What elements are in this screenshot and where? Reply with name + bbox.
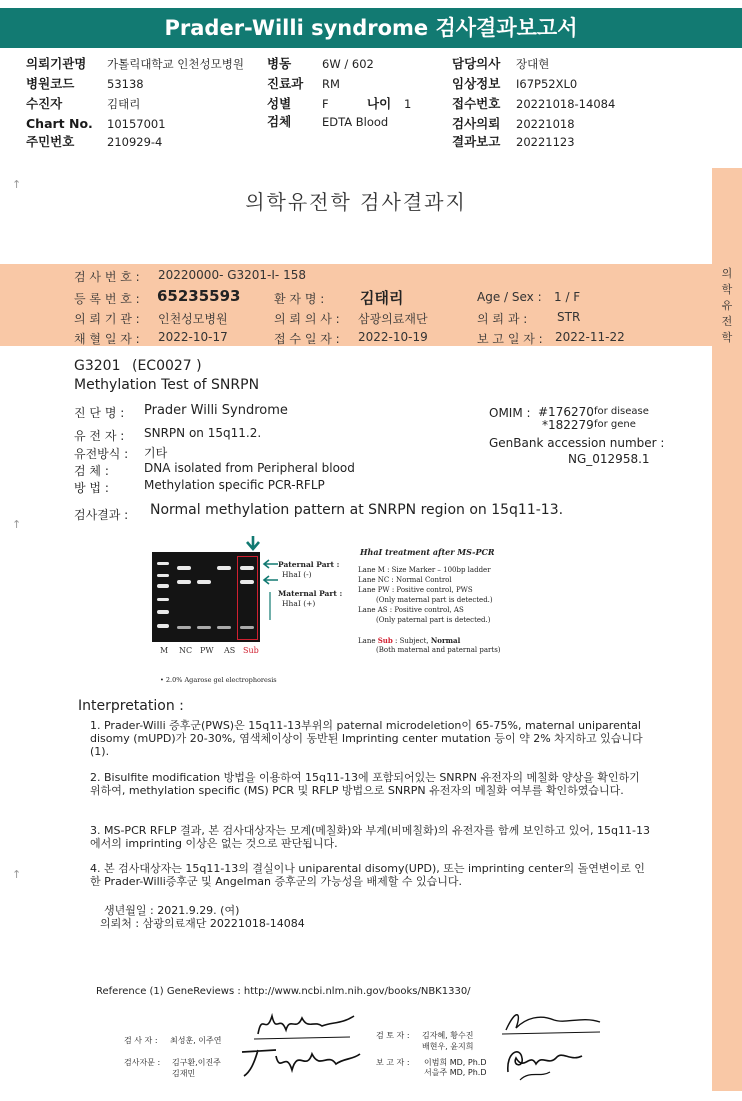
diagnosis-label: 진 단 명 : bbox=[74, 406, 125, 420]
margin-mark: ↑ bbox=[12, 518, 22, 531]
dept-value: RM bbox=[322, 77, 340, 91]
dept-value: STR bbox=[557, 310, 581, 324]
lane-label: AS bbox=[224, 646, 236, 655]
sex-label: 성별 bbox=[267, 96, 292, 111]
inst-label: 의 뢰 기 관 : bbox=[74, 312, 140, 326]
req-doc-value: 삼광의료재단 bbox=[358, 312, 428, 326]
test-no-label: 검 사 번 호 : bbox=[74, 270, 140, 284]
test-no-value: 20220000- G3201-I- 158 bbox=[158, 268, 306, 282]
advisor-names-2: 김재민 bbox=[172, 1069, 196, 1078]
reg-no-label: 등 록 번 호 : bbox=[74, 292, 140, 306]
patient-name-label: 환 자 명 : bbox=[274, 292, 325, 306]
inherit-value: 기타 bbox=[144, 446, 168, 460]
tester-names: 최성훈, 이주연 bbox=[170, 1036, 222, 1045]
reporter-label: 보 고 자 : bbox=[376, 1058, 410, 1067]
diagnosis-value: Prader Willi Syndrome bbox=[144, 403, 288, 418]
gel-caption: • 2.0% Agarose gel electrophoresis bbox=[160, 676, 277, 684]
interpretation-paragraph: 2. Bisulfite modification 방법을 이용하여 15q11-13에 포함되어있는 SNRPN 유전자의 메칠화 양상을 확인하기 위하여, methylation specific (MS) PCR 및 RFLP 방법으로 SNRPN 유전자의 메칠화 여부를 확인하였습니다. bbox=[90, 771, 640, 797]
report-date-value: 20221123 bbox=[516, 135, 575, 149]
resident-label: 주민번호 bbox=[26, 134, 75, 149]
ward-label: 병동 bbox=[267, 56, 292, 71]
maternal-note: HhaI (+) bbox=[282, 599, 316, 608]
request-label: 검사의뢰 bbox=[452, 116, 501, 131]
rep-date-value: 2022-11-22 bbox=[555, 330, 625, 344]
request-value: 20221018 bbox=[516, 117, 575, 131]
req-doc-label: 의 뢰 의 사 : bbox=[274, 312, 340, 326]
advisor-names-1: 김구환,이진주 bbox=[172, 1058, 221, 1067]
sex-value: F bbox=[322, 97, 329, 111]
receipt-label: 접수번호 bbox=[452, 96, 501, 111]
header-info bbox=[0, 52, 742, 150]
lane-label: PW bbox=[200, 646, 214, 655]
patient-value: 김태리 bbox=[107, 97, 141, 111]
age-sex-value: 1 / F bbox=[554, 290, 581, 304]
tester-signature bbox=[250, 1006, 360, 1040]
reviewer-label: 검 토 자 : bbox=[376, 1031, 410, 1040]
gene-label: 유 전 자 : bbox=[74, 429, 125, 443]
rep-date-label: 보 고 일 자 : bbox=[477, 332, 543, 346]
advisor-signature bbox=[236, 1040, 366, 1080]
gel-legend-line: (Only maternal part is detected.) bbox=[376, 596, 493, 604]
method-label: 방 법 : bbox=[74, 481, 109, 495]
patient-label: 수진자 bbox=[26, 96, 63, 111]
dept-label: 의 뢰 과 : bbox=[477, 312, 528, 326]
reporter-signature bbox=[500, 1042, 590, 1082]
recv-date-value: 2022-10-19 bbox=[358, 330, 428, 344]
doctor-label: 담당의사 bbox=[452, 56, 501, 71]
reference: Reference (1) GeneReviews : http://www.ncbi.nlm.nih.gov/books/NBK1330/ bbox=[96, 986, 471, 997]
omim-disease: #176270 bbox=[538, 405, 594, 419]
report-date-label: 결과보고 bbox=[452, 134, 501, 149]
institution-value: 가톨릭대학교 인천성모병원 bbox=[107, 57, 244, 71]
coll-date-label: 채 혈 일 자 : bbox=[74, 332, 140, 346]
lane-label: NC bbox=[179, 646, 193, 655]
method-value: Methylation specific PCR-RFLP bbox=[144, 478, 325, 492]
omim-disease-note: for disease bbox=[594, 406, 649, 417]
genbank-label: GenBank accession number : bbox=[489, 436, 665, 450]
specimen-value: EDTA Blood bbox=[322, 115, 389, 129]
lane-label: Sub bbox=[243, 646, 259, 655]
dept-label: 진료과 bbox=[267, 76, 304, 91]
resident-value: 210929-4 bbox=[107, 135, 163, 149]
gel-legend-line: Lane M : Size Marker – 100bp ladder bbox=[358, 566, 491, 574]
gel-legend-line: Lane AS : Positive control, AS bbox=[358, 606, 464, 614]
result-sheet bbox=[0, 168, 742, 1091]
omim-label: OMIM : bbox=[489, 406, 531, 420]
paternal-note: HhaI (-) bbox=[282, 570, 312, 579]
gel-legend-line: Lane PW : Positive control, PWS bbox=[358, 586, 473, 594]
margin-mark: ↑ bbox=[12, 178, 22, 191]
tester-label: 검 사 자 : bbox=[124, 1036, 158, 1045]
gel-legend-sub-note: (Both maternal and paternal parts) bbox=[376, 646, 501, 654]
reporter-names-2: 서을주 MD, Ph.D bbox=[424, 1068, 487, 1077]
report-title: Prader-Willi syndrome 검사결과보고서 bbox=[0, 8, 742, 48]
test-code: G3201 bbox=[74, 358, 121, 374]
coll-date-value: 2022-10-17 bbox=[158, 330, 228, 344]
interpretation-heading: Interpretation : bbox=[78, 698, 184, 714]
chart-label: Chart No. bbox=[26, 116, 93, 131]
age-value: 1 bbox=[404, 97, 412, 111]
gel-legend-line: (Only paternal part is detected.) bbox=[376, 616, 491, 624]
omim-gene-note: for gene bbox=[594, 419, 636, 430]
hospital-code-label: 병원코드 bbox=[26, 76, 75, 91]
chart-value: 10157001 bbox=[107, 117, 166, 131]
reporter-names-1: 이범희 MD, Ph.D bbox=[424, 1058, 487, 1067]
inherit-label: 유전방식 : bbox=[74, 447, 129, 461]
reviewer-signature bbox=[496, 1004, 606, 1038]
omim-gene: *182279 bbox=[542, 418, 594, 432]
clinical-value: I67P52XL0 bbox=[516, 77, 578, 91]
reg-no-value: 65235593 bbox=[157, 287, 241, 305]
gel-legend-title: HhaI treatment after MS-PCR bbox=[360, 547, 495, 557]
clinical-label: 임상정보 bbox=[452, 76, 501, 91]
birth-date: 생년월일 : 2021.9.29. (여) bbox=[104, 904, 240, 917]
advisor-label: 검사자문 : bbox=[124, 1058, 161, 1067]
age-sex-label: Age / Sex : bbox=[477, 290, 542, 304]
sample-label: 검 체 : bbox=[74, 464, 109, 478]
specimen-label: 검체 bbox=[267, 114, 292, 129]
gene-value: SNRPN on 15q11.2. bbox=[144, 426, 262, 440]
test-code-2: (EC0027 ) bbox=[132, 358, 202, 374]
gel-arrows bbox=[240, 532, 280, 632]
reviewer-names-2: 배현우, 윤지희 bbox=[422, 1042, 474, 1051]
side-label: 의학유전학 bbox=[712, 264, 742, 346]
recv-date-label: 접 수 일 자 : bbox=[274, 332, 340, 346]
requester: 의뢰처 : 삼광의료재단 20221018-14084 bbox=[100, 917, 305, 930]
hospital-code-value: 53138 bbox=[107, 77, 144, 91]
patient-info-band bbox=[0, 264, 712, 346]
test-name: Methylation Test of SNRPN bbox=[74, 377, 260, 393]
gel-legend-sub: Lane Sub : Subject, Normal bbox=[358, 636, 461, 645]
sheet-title: 의학유전학 검사결과지 bbox=[245, 190, 467, 214]
reviewer-names-1: 김자혜, 황수진 bbox=[422, 1031, 474, 1040]
result-value: Normal methylation pattern at SNRPN region on 15q11-13. bbox=[150, 502, 564, 518]
age-label: 나이 bbox=[367, 96, 392, 111]
inst-value: 인천성모병원 bbox=[158, 312, 228, 326]
institution-label: 의뢰기관명 bbox=[26, 56, 87, 71]
margin-mark: ↑ bbox=[12, 868, 22, 881]
interpretation-paragraph: 3. MS-PCR RFLP 결과, 본 검사대상자는 모계(메칠화)와 부계(비메칠화)의 유전자를 함께 보인하고 있어, 15q11-13에서의 imprinting 이상은 없는 것으로 판단됩니다. bbox=[90, 824, 650, 850]
maternal-label: Maternal Part : bbox=[278, 589, 343, 598]
patient-name-value: 김태리 bbox=[360, 289, 404, 307]
doctor-value: 장대현 bbox=[516, 57, 550, 71]
result-label: 검사결과 : bbox=[74, 508, 129, 522]
interpretation-paragraph: 1. Prader-Willi 증후군(PWS)은 15q11-13부위의 paternal microdeletion이 65-75%, maternal uniparental disomy (mUPD)가 20-30%, 염색체이상이 동반된 Imprinting center mutation 등이 약 2% 차지하고 있습니다 (1). bbox=[90, 719, 643, 758]
interpretation-paragraph: 4. 본 검사대상자는 15q11-13의 결실이나 uniparental disomy(UPD), 또는 imprinting center의 돌연변이로 인한 Prader-Willi증후군 및 Angelman 증후군의 가능성을 배제할 수 있습니다. bbox=[90, 862, 645, 888]
ward-value: 6W / 602 bbox=[322, 57, 374, 71]
receipt-value: 20221018-14084 bbox=[516, 97, 616, 111]
lane-label: M bbox=[160, 646, 169, 655]
paternal-label: Paternal Part : bbox=[278, 560, 340, 569]
gel-legend-line: Lane NC : Normal Control bbox=[358, 576, 452, 584]
sample-value: DNA isolated from Peripheral blood bbox=[144, 461, 355, 475]
genbank-value: NG_012958.1 bbox=[568, 452, 650, 466]
